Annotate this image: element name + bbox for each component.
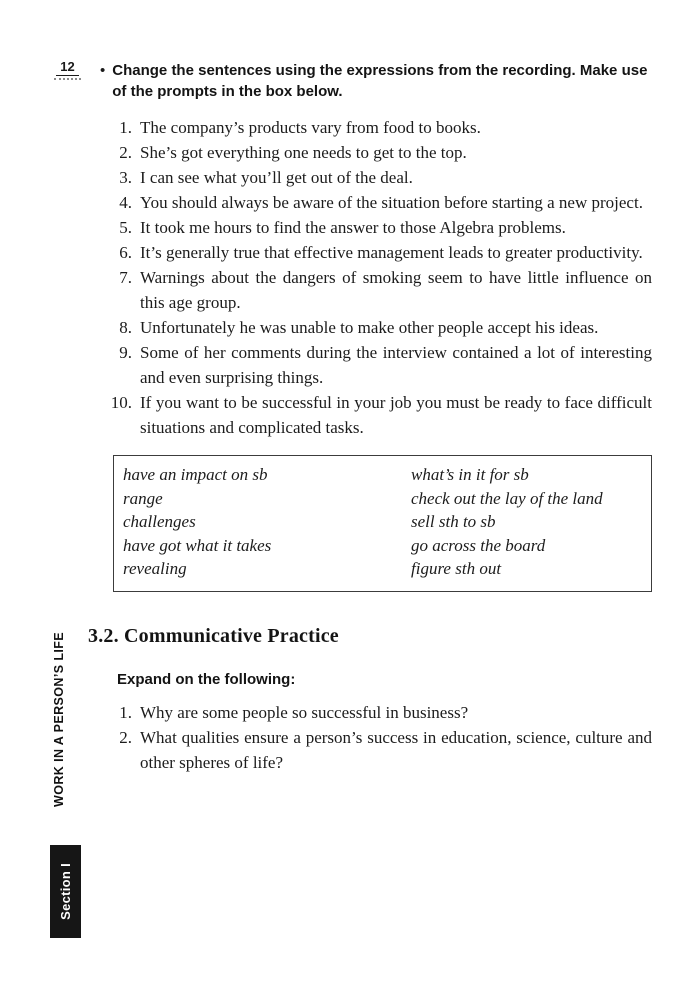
prompt-box <box>113 455 652 592</box>
prompt-expression: go across the board <box>411 535 546 555</box>
bullet-icon: • <box>100 62 106 79</box>
list-item <box>100 315 652 340</box>
section-heading: 3.2. Communicative Practice <box>88 624 339 647</box>
list-item <box>100 340 652 390</box>
list-item-number: 7. <box>119 268 132 287</box>
list-item-text: The company’s products vary from food to books. <box>140 118 481 137</box>
prompt-expression: revealing <box>123 559 187 579</box>
prompt-box-right-column <box>411 463 647 581</box>
list-item <box>100 240 652 265</box>
prompt-expression: have got what it takes <box>123 535 272 555</box>
list-item-text: It took me hours to find the answer to those Algebra problems. <box>140 218 566 237</box>
prompt-expression: range <box>123 488 163 508</box>
list-item-text: Why are some people so successful in business? <box>140 702 469 722</box>
list-item <box>100 725 652 775</box>
page-number-dotted-rule <box>54 78 81 80</box>
list-item-text: Some of her comments during the interview contained a lot of interesting and even surprising things. <box>140 343 652 387</box>
list-item-number: 1. <box>119 118 132 137</box>
list-item-text: I can see what you’ll get out of the deal. <box>140 168 413 187</box>
section-tab-label: Section I <box>58 863 73 920</box>
list-item-text: You should always be aware of the situation before starting a new project. <box>140 193 643 212</box>
list-item <box>100 115 652 140</box>
list-item-number: 6. <box>119 243 132 262</box>
prompt-expression: figure sth out <box>411 559 502 579</box>
list-item <box>100 700 652 725</box>
sentence-list <box>100 115 652 440</box>
page-content <box>88 60 652 775</box>
list-item <box>100 165 652 190</box>
exercise-instruction: Change the sentences using the expressions from the recording. Make use of the prompts in the box below. <box>112 62 648 100</box>
prompt-expression: challenges <box>123 512 196 532</box>
question-list <box>100 700 652 775</box>
list-item-number: 3. <box>119 168 132 187</box>
expand-subheading: Expand on the following: <box>117 670 296 688</box>
list-item-text: What qualities ensure a person’s success in education, science, culture and other spheres of life? <box>140 727 652 772</box>
prompt-expression: sell sth to sb <box>411 512 496 532</box>
list-item-number: 8. <box>119 318 132 337</box>
list-item-number: 10. <box>110 393 132 412</box>
prompt-box-left-column <box>123 463 411 581</box>
list-item <box>100 190 652 215</box>
prompt-expression: have an impact on sb <box>123 465 268 484</box>
exercise-instruction-block <box>100 60 652 102</box>
list-item-number: 9. <box>119 343 132 362</box>
list-item <box>100 265 652 315</box>
list-item-text: If you want to be successful in your job you must be ready to face difficult situations and complicated tasks. <box>140 393 652 437</box>
list-item-number: 2. <box>119 143 132 162</box>
list-item-text: She’s got everything one needs to get to the top. <box>140 143 467 162</box>
section-tab <box>50 845 81 938</box>
list-item-text: Warnings about the dangers of smoking seem to have little influence on this age group. <box>140 268 652 312</box>
list-item-number: 2. <box>119 727 132 747</box>
list-item <box>100 215 652 240</box>
page-number: 12 <box>56 59 78 76</box>
list-item-number: 1. <box>119 702 132 722</box>
prompt-expression: check out the lay of the land <box>411 488 603 508</box>
list-item <box>100 390 652 440</box>
list-item <box>100 140 652 165</box>
page-number-block <box>54 58 81 80</box>
prompt-expression: what’s in it for sb <box>411 465 529 484</box>
list-item-number: 4. <box>119 193 132 212</box>
chapter-vertical-label: WORK IN A PERSON’S LIFE <box>52 632 66 807</box>
list-item-text: Unfortunately he was unable to make other people accept his ideas. <box>140 318 599 337</box>
list-item-number: 5. <box>119 218 132 237</box>
list-item-text: It’s generally true that effective management leads to greater productivity. <box>140 243 643 262</box>
